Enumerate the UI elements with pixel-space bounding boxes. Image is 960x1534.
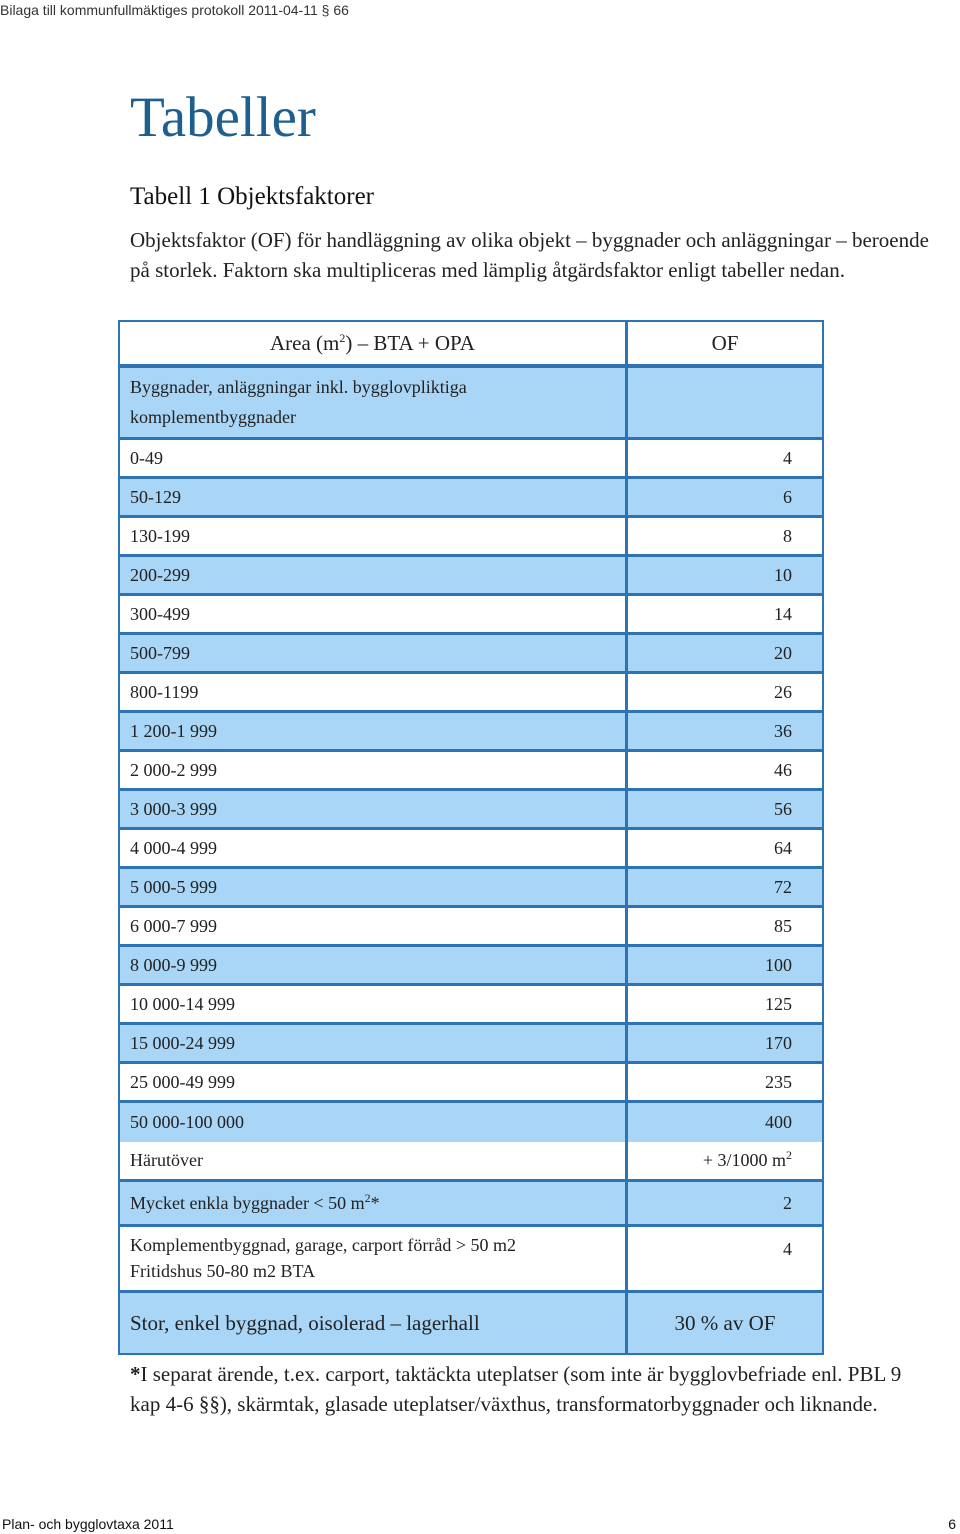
area-cell: 4 000-4 999 bbox=[120, 830, 628, 866]
area-cell: Mycket enkla byggnader < 50 $m^2*$ bbox=[120, 1182, 628, 1224]
table-row bbox=[120, 596, 822, 635]
table-row bbox=[120, 986, 822, 1025]
table-row bbox=[120, 1103, 822, 1142]
area-cell: 800-1199 bbox=[120, 674, 628, 710]
of-cell: 46 bbox=[774, 759, 792, 780]
area-cell: 50-129 bbox=[120, 479, 628, 515]
table-row bbox=[120, 908, 822, 947]
footnote: *I separat ärende, t.ex. carport, taktäckta uteplatser (som inte är bygglovbefriade enl. PBL 9 kap 4-6 §§), skärmtak, glasade uteplatser/växthus, transformatorbyggnader och liknande. bbox=[130, 1362, 902, 1416]
area-cell: 500-799 bbox=[120, 635, 628, 671]
of-cell: 56 bbox=[774, 798, 792, 819]
table-title: Tabell 1 Objektsfaktorer bbox=[130, 183, 374, 210]
table-row bbox=[120, 869, 822, 908]
area-cell: 0-49 bbox=[120, 440, 628, 476]
table-header-row bbox=[120, 322, 822, 368]
header-of-cell: OF bbox=[711, 330, 739, 355]
table-row bbox=[120, 713, 822, 752]
of-cell: 100 bbox=[765, 954, 792, 975]
of-cell: 125 bbox=[765, 993, 792, 1014]
page-title: Tabeller bbox=[130, 86, 316, 149]
table-row bbox=[120, 830, 822, 869]
table-subheader-row bbox=[120, 368, 822, 440]
objektsfaktor-table bbox=[118, 320, 824, 1355]
of-cell: 4 bbox=[783, 1239, 792, 1259]
area-cell: 2 000-2 999 bbox=[120, 752, 628, 788]
area-cell: 130-199 bbox=[120, 518, 628, 554]
header-area-cell: Area $(m^2)$ – BTA + OPA bbox=[120, 322, 628, 364]
area-cell: Komplementbyggnad, garage, carport förråd > 50 m2 Fritidshus 50-80 m2 BTA bbox=[120, 1227, 628, 1290]
of-cell: 170 bbox=[765, 1032, 792, 1053]
of-cell: 36 bbox=[774, 720, 792, 741]
of-cell: 72 bbox=[774, 876, 792, 897]
table-row-komplement bbox=[120, 1227, 822, 1293]
table-row bbox=[120, 947, 822, 986]
table-row-harutover bbox=[120, 1142, 822, 1182]
of-cell: 4 bbox=[783, 447, 792, 468]
of-cell: 26 bbox=[774, 681, 792, 702]
area-cell: 300-499 bbox=[120, 596, 628, 632]
table-row bbox=[120, 479, 822, 518]
table-row bbox=[120, 518, 822, 557]
of-cell: + 3/1000 $m^2$ bbox=[702, 1148, 792, 1170]
area-cell: 3 000-3 999 bbox=[120, 791, 628, 827]
footer-title: Plan- och bygglovtaxa 2011 bbox=[2, 1516, 174, 1532]
of-cell: 10 bbox=[774, 564, 792, 585]
of-cell: 400 bbox=[765, 1112, 792, 1132]
table-row bbox=[120, 635, 822, 674]
table-row-enkla bbox=[120, 1182, 822, 1227]
table-row bbox=[120, 674, 822, 713]
of-cell: 20 bbox=[774, 642, 792, 663]
table-row bbox=[120, 440, 822, 479]
area-cell: 50 000-100 000 bbox=[120, 1103, 628, 1142]
subheader-empty-cell bbox=[628, 368, 822, 437]
area-cell: 200-299 bbox=[120, 557, 628, 593]
page-number: 6 bbox=[948, 1516, 956, 1532]
table-row-stor bbox=[120, 1293, 822, 1353]
of-cell: 2 bbox=[783, 1192, 792, 1213]
table-row bbox=[120, 1064, 822, 1103]
of-cell: 6 bbox=[783, 486, 792, 507]
subheader-cell: Byggnader, anläggningar inkl. bygglovpliktiga komplementbyggnader bbox=[120, 368, 628, 437]
intro-paragraph: Objektsfaktor (OF) för handläggning av olika objekt – byggnader och anläggningar – beroende på storlek. Faktorn ska multipliceras med lämplig åtgärdsfaktor enligt tabeller nedan. bbox=[130, 228, 929, 282]
of-cell: 85 bbox=[774, 915, 792, 936]
area-cell: 8 000-9 999 bbox=[120, 947, 628, 983]
area-cell: 6 000-7 999 bbox=[120, 908, 628, 944]
table-row bbox=[120, 791, 822, 830]
of-cell: 14 bbox=[774, 603, 792, 624]
of-cell: 64 bbox=[774, 837, 792, 858]
area-cell: Härutöver bbox=[120, 1142, 628, 1179]
area-cell: 25 000-49 999 bbox=[120, 1064, 628, 1100]
area-cell: Stor, enkel byggnad, oisolerad – lagerhall bbox=[120, 1293, 628, 1353]
of-cell: 30 % av OF bbox=[674, 1310, 776, 1335]
area-cell: 1 200-1 999 bbox=[120, 713, 628, 749]
page-footer bbox=[0, 1514, 960, 1534]
page-header: Bilaga till kommunfullmäktiges protokoll 2011-04-11 § 66 bbox=[0, 2, 349, 18]
table-row bbox=[120, 557, 822, 596]
of-cell: 235 bbox=[765, 1071, 792, 1092]
area-cell: 10 000-14 999 bbox=[120, 986, 628, 1022]
area-cell: 5 000-5 999 bbox=[120, 869, 628, 905]
table-row bbox=[120, 1025, 822, 1064]
table-row bbox=[120, 752, 822, 791]
of-cell: 8 bbox=[783, 525, 792, 546]
area-cell: 15 000-24 999 bbox=[120, 1025, 628, 1061]
